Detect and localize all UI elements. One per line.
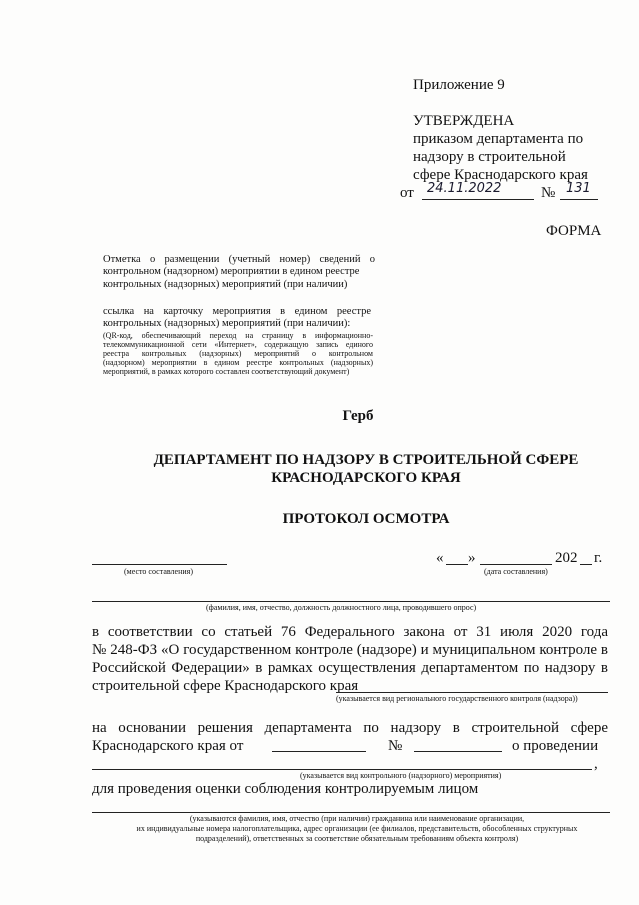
decision-number-line	[414, 751, 502, 752]
body1-line1: в соответствии со статьей 76 Федерального закона от 31 июля 2020 года	[92, 624, 608, 640]
registry-note-line2: контрольном (надзорном) мероприятии в едином реестре	[103, 266, 360, 277]
approval-order-line3: сфере Краснодарского края	[413, 167, 588, 183]
date-open-quote: «	[436, 550, 444, 566]
registry-note-line3: контрольных (надзорных) мероприятий (при наличии)	[103, 279, 348, 290]
body2-number-label: №	[388, 738, 403, 754]
approval-order-line2: надзору в строительной	[413, 149, 566, 165]
decision-date-line	[272, 751, 366, 752]
date-day-line	[446, 564, 468, 565]
event-type-caption: (указывается вид контрольного (надзорного) мероприятия)	[300, 771, 502, 780]
registry-note-line1: Отметка о размещении (учетный номер) сведений о	[103, 254, 375, 265]
date-close-quote: »	[468, 550, 476, 566]
approval-from-label: от	[400, 185, 414, 201]
link-note-sub2: телекоммуникационной сети «Интернет», содержащую запись единого	[103, 340, 373, 349]
approval-number-label: №	[541, 185, 556, 201]
official-caption: (фамилия, имя, отчество, должность должностного лица, проводившего опрос)	[206, 603, 477, 612]
approval-number-underline	[560, 199, 598, 200]
body1-line2: № 248-ФЗ «О государственном контроле (надзоре) и муниципальном контроле в	[92, 642, 608, 658]
document-title: ПРОТОКОЛ ОСМОТРА	[282, 511, 450, 527]
link-note-sub5: мероприятий, в рамках которого составлен соответствующий документ)	[103, 367, 350, 376]
event-type-field-line	[92, 769, 592, 770]
approval-number-handwritten: 131	[566, 181, 591, 196]
person-caption-line1: (указываются фамилия, имя, отчество (при наличии) гражданина или наименование организации,	[189, 814, 525, 823]
person-caption-line2: их индивидуальные номера налогоплательщика, адрес организации (ее филиалов, представительств, обособленных структурных	[136, 824, 578, 833]
date-month-line	[480, 564, 552, 565]
approval-date-underline	[422, 199, 534, 200]
department-name-line1: ДЕПАРТАМЕНТ ПО НАДЗОРУ В СТРОИТЕЛЬНОЙ СФЕРЕ	[153, 452, 579, 468]
approval-order-line1: приказом департамента по	[413, 131, 584, 147]
emblem-placeholder: Герб	[342, 408, 374, 424]
body1-line3: Российской Федерации» в рамках осуществления департаментом по надзору в	[92, 660, 608, 676]
event-type-comma: ,	[594, 756, 598, 772]
official-field-line	[92, 601, 610, 602]
body2-line1: на основании решения департамента по надзору в строительной сфере	[92, 720, 608, 736]
body2-from-text: Краснодарского края от	[92, 738, 244, 754]
date-year-prefix: 202	[555, 550, 578, 566]
link-note-sub4: (надзорном) мероприятии в едином реестре контрольных (надзорных)	[103, 358, 373, 367]
place-caption: (место составления)	[124, 567, 193, 576]
form-label: ФОРМА	[546, 223, 602, 239]
control-type-field-line	[336, 692, 608, 693]
body1-line4: строительной сфере Краснодарского края	[92, 678, 359, 694]
department-name-line2: КРАСНОДАРСКОГО КРАЯ	[271, 470, 461, 486]
appendix-label: Приложение 9	[413, 77, 505, 93]
link-note-line1: ссылка на карточку мероприятия в едином реестре	[103, 306, 371, 317]
control-type-caption: (указывается вид регионального государственного контроля (надзора))	[336, 694, 578, 703]
body2-conducting-text: о проведении	[512, 738, 599, 754]
body3-text: для проведения оценки соблюдения контролируемым лицом	[92, 781, 479, 797]
date-year-line	[580, 564, 592, 565]
approval-date-handwritten: 24.11.2022	[427, 181, 502, 196]
link-note-sub3: реестра контрольных (надзорных) мероприятий о контрольном	[103, 349, 373, 358]
date-caption: (дата составления)	[484, 567, 548, 576]
controlled-person-field-line	[92, 812, 610, 813]
approved-label: УТВЕРЖДЕНА	[413, 113, 515, 129]
place-field-line	[92, 564, 227, 565]
link-note-line2: контрольных (надзорных) мероприятий (при наличии):	[103, 318, 351, 329]
link-note-sub1: (QR-код, обеспечивающий переход на страницу в информационно-	[103, 331, 373, 340]
date-year-suffix: г.	[594, 550, 603, 566]
person-caption-line3: подразделений), ответственных за соответствие обязательным требованиям объекта контроля)	[195, 834, 519, 843]
